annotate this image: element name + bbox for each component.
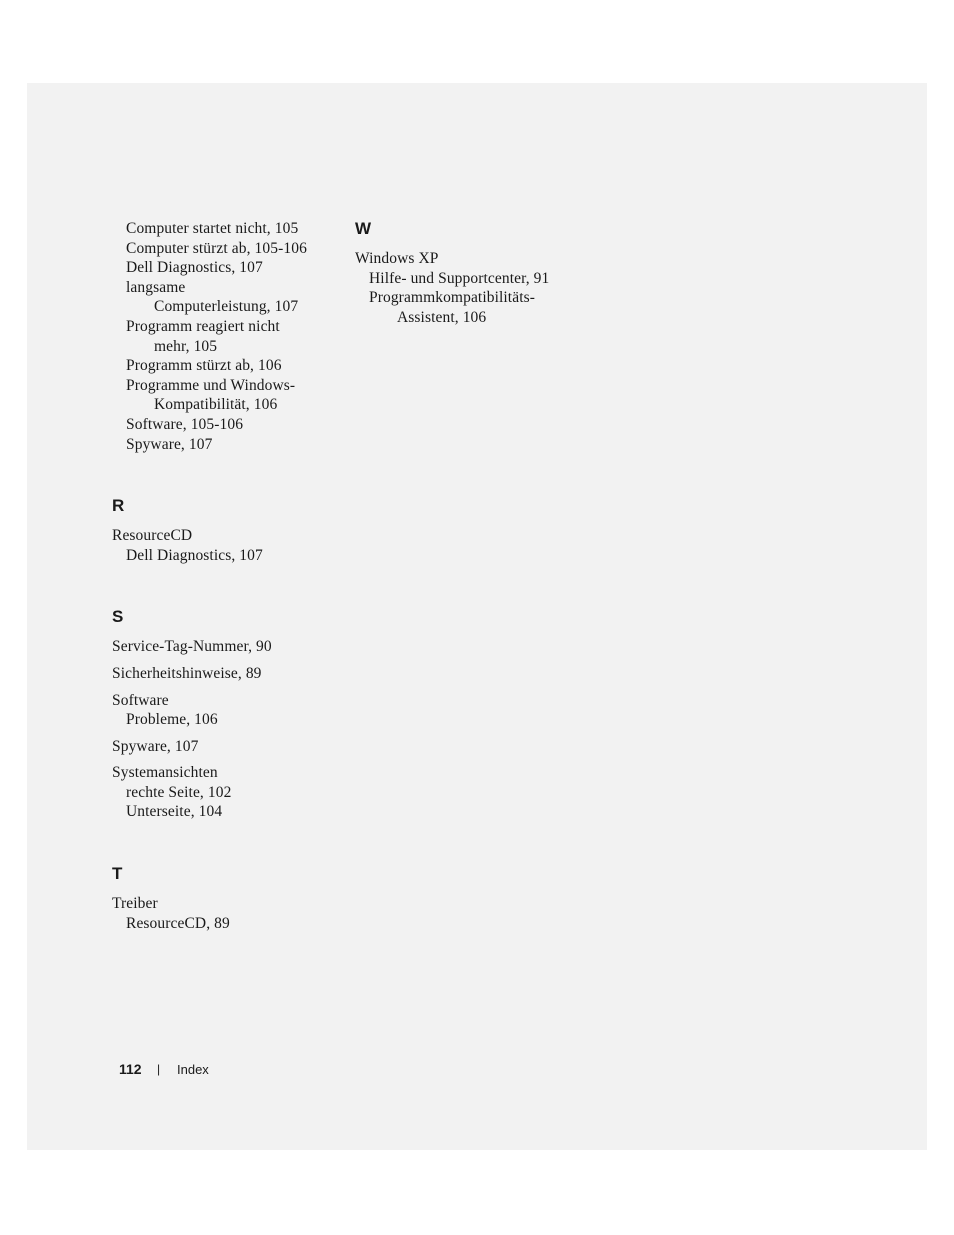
index-subentry: Unterseite, 104 [126,803,223,821]
index-subentry: Computer stürzt ab, 105-106 [126,239,307,257]
index-subentry: Software, 105-106 [126,415,244,433]
index-subentry-continuation: Computerleistung, 107 [154,298,299,316]
section-letter: R [112,496,125,516]
section-letter: T [112,864,123,884]
index-term: ResourceCD [112,527,193,545]
index-subentry: Spyware, 107 [126,435,213,453]
index-term: Treiber [112,895,158,913]
index-term: Systemansichten [112,764,218,782]
index-subentry: Programm reagiert nicht [126,317,280,335]
index-term: Windows XP [355,250,439,267]
index-column-left [112,219,342,933]
index-subentry: Programme und Windows- [126,376,296,394]
index-subentry: Dell Diagnostics, 107 [126,546,263,564]
index-subentry: langsame [126,278,186,296]
footer-separator: | [157,1062,161,1076]
index-term: Sicherheitshinweise, 89 [112,664,262,682]
section-letter: W [355,219,372,238]
index-term: Service-Tag-Nummer, 90 [112,638,272,656]
index-term: Software [112,691,169,709]
index-subentry: Dell Diagnostics, 107 [126,259,263,277]
index-subentry-continuation: Kompatibilität, 106 [154,396,278,414]
index-section-r [112,496,342,565]
index-section-t [112,864,342,933]
index-section-w [355,219,615,327]
footer-section-title: Index [177,1062,209,1077]
page-footer [119,1061,209,1077]
index-column-right [355,219,615,327]
index-subentry: Programmkompatibilitäts- [369,289,535,307]
index-subentry-continuation: Assistent, 106 [397,308,487,326]
index-subentry: rechte Seite, 102 [126,783,232,801]
index-subentry-continuation: mehr, 105 [154,337,218,355]
index-subentry: Hilfe- und Supportcenter, 91 [369,269,550,287]
index-term: Spyware, 107 [112,737,199,755]
index-section-s [112,607,342,822]
index-subentry: Computer startet nicht, 105 [126,220,299,237]
index-subentry: Probleme, 106 [126,711,218,729]
continued-entries [112,219,342,454]
index-subentry: ResourceCD, 89 [126,914,230,932]
page-number: 112 [119,1061,142,1077]
index-subentry: Programm stürzt ab, 106 [126,357,282,375]
section-letter: S [112,607,124,627]
